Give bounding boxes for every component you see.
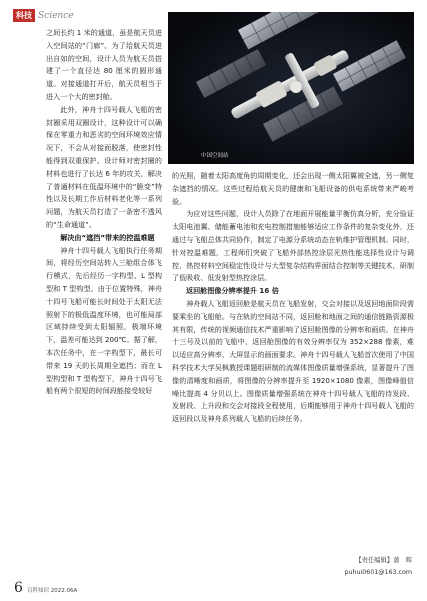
paragraph: 此外，神舟十四号载人飞船的密封圈采用双圈设计，这种设计可以确保在零重力和恶劣的空间环境效应情况下，不会从对接面脱落，使密封性能得到双重保护。设计师对密封圈的材料也进行了长达 6 年的攻关，解决了普通材料在低温环境中的“脆变”特性以及长期工作后材料老化等一系列问题，为航天员打造了一条密不透风的“生命通道”。 (46, 104, 162, 229)
paragraph: 之间长约 1 米的通道，虽是航天员进入空间站的“门廊”。为了给航天员进出自如的空间，设计人员为航天员搭建了一个直径达 80 厘米的圆形通道。对接通道打开后，航天员相当于进入一个大的密封舱。 (46, 28, 162, 101)
paragraph: 的光照，随着太阳高度角的周期变化，还会出现一侧太阳翼被全遮，另一侧复杂遮挡的情况。这些过程给航天员的健康和飞船设备的供电系统带来严峻考验。 (172, 171, 414, 206)
space-station-illustration (168, 12, 414, 164)
paragraph: 神舟载人飞船返回舱是航天员在飞船发射，交会对接以及返回地面阶段需要乘坐的飞船舱。与在轨的空间站不同，返回舱和地面之间的通信链路资源极其有限，传统的视频通信技术严重影响了返回舱图像的分辨率和画质。在神舟十三号及以前的飞船中，返回舱图像的有效分辨率仅为 352×288 像素，难以适应高分辨率、大屏显示的画面要求。神舟十四号载人飞船首次使用了中国科学技术大学吴枫教授课题组研制的流媒体图像质量增强系统，显著提升了图像的清晰度和画质，将图像的分辨率提升至 1920×1080 像素，图像峰值信噪比提高 4 分贝以上。图像质量增强系统在神舟十四号载人飞船的待发段、发射段、上升段和交会对接段全程使用，后期能够用于神舟十四号载人飞船的返回段以及神舟系列载人飞船的后续任务。 (172, 298, 414, 424)
section-heading: 返回舱图像分辨率提升 16 倍 (186, 286, 279, 296)
left-column (46, 27, 162, 398)
page-number: 6 (14, 580, 23, 596)
editor-credit (344, 555, 412, 579)
editor-email: puhui0601@163.com (344, 569, 412, 576)
right-column (172, 170, 414, 426)
paragraph: 神舟十四号载人飞船执行任务期间，将经历空间站转入三舱组合体飞行模式，先后经历一字构型、L 型构型和 T 型构型。由于位置特殊，神舟十四号飞船可能长时间处于太阳无法照射下的极低温度环境，也可能局部区域持续受到太阳辐照，极端环境下，温差可能达到 200℃。据了解，本次任务中，在一字构型下，最长可带来 19 天的长周期全遮挡；而在 L 型构型和 T 型构型下，神舟十四号飞船有两个很短的时间段能接受较好 (46, 245, 162, 396)
section-tag-en: Science (38, 10, 74, 21)
section-header (13, 9, 74, 22)
section-tag: 科技 (13, 9, 35, 22)
editor-name: 【责任编辑】蒲 晖 (355, 557, 412, 564)
photo-caption: 中国空间站 (201, 153, 229, 159)
footer-text: 百科知识 2022.06A (27, 588, 78, 594)
space-station-photo (168, 12, 414, 164)
paragraph: 为应对这些问题，设计人员除了在地面开展能量平衡仿真分析，充分验证太阳电池翼、储能蓄电池和充电控制措施能够适应工作条件的复杂变化外，还通过与飞船总体共同协作，制定了电源分系统动态在轨维护管理机制。同时，针对控温难题，工程师们突破了飞船外部热控涂层光热性能选择性设计与调控、热控材料空间稳定性设计与大型复杂结构界面结合控制等关键技术，研制了低吸收、低发射型热控涂层。 (172, 209, 414, 283)
section-heading: 解决由“遮挡”带来的控温难题 (60, 232, 155, 242)
